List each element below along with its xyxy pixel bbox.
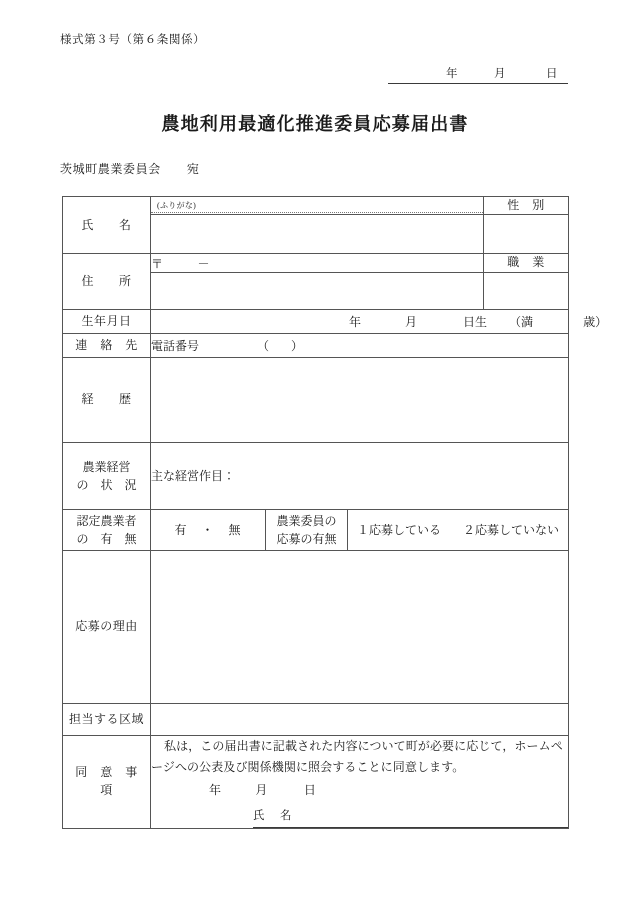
birthdate-label-cell — [63, 309, 151, 333]
name-value-cell[interactable] — [151, 215, 484, 254]
reason-label-cell — [63, 550, 151, 703]
postal-mark-icon: 〒 — [151, 256, 164, 271]
name-label: 氏 名 — [81, 217, 132, 232]
address-label: 住 所 — [81, 273, 132, 288]
phone-value-cell[interactable] — [151, 333, 569, 357]
submission-date-day-label: 日 — [546, 68, 558, 80]
table-row-name — [63, 197, 569, 215]
birthdate-value-cell[interactable] — [151, 309, 608, 333]
submission-date-year-label: 年 — [446, 68, 458, 80]
district-value-cell[interactable] — [151, 703, 569, 735]
name-label-cell — [63, 197, 151, 254]
consent-label: 同 意 事 項 — [75, 765, 151, 797]
page-title: 農地利用最適化推進委員応募届出書 — [161, 114, 469, 134]
career-label: 経 歴 — [81, 392, 132, 407]
postal-dash: － — [197, 256, 211, 271]
committee-application-label-line2: 応募の有無 — [276, 531, 337, 546]
certified-farmer-label-line2: の 有 無 — [76, 531, 137, 546]
consent-signature-label: 氏 名 — [253, 809, 294, 822]
consent-content-cell — [151, 735, 569, 828]
submission-date-line[interactable] — [388, 63, 568, 84]
birth-month-label: 月 — [405, 314, 418, 329]
consent-label-cell — [63, 735, 151, 828]
table-row-reason — [63, 550, 569, 703]
consent-signature-line[interactable] — [253, 806, 568, 828]
consent-text: 私は，この届出書に記載された内容について町が必要に応じて，ホームページへの公表及び関係機関に照会することに同意します。 — [151, 738, 563, 774]
farm-status-value-cell[interactable] — [151, 442, 569, 509]
occupation-value-cell[interactable] — [484, 272, 569, 309]
addressee-name: 茨城町農業委員会 — [60, 162, 161, 176]
phone-paren-open: （ — [257, 338, 292, 353]
birthdate-label: 生年月日 — [81, 313, 132, 328]
committee-application-label-cell — [266, 509, 348, 550]
farm-status-label-line2: の 状 況 — [76, 477, 137, 492]
committee-application-choice-cell[interactable] — [348, 509, 569, 550]
phone-paren-close: ） — [291, 338, 304, 353]
form-number: 様式第３号（第６条関係） — [60, 34, 206, 46]
table-row-district — [63, 703, 569, 735]
career-value-cell[interactable] — [151, 357, 569, 442]
addressee-suffix: 宛 — [186, 162, 200, 176]
option-separator: ・ — [201, 523, 215, 538]
certified-farmer-label-line1: 認定農業者 — [76, 513, 137, 528]
table-row-contact — [63, 333, 569, 357]
committee-option-1[interactable]: １応募している — [356, 523, 441, 538]
occupation-header-cell — [484, 254, 569, 272]
table-row-address — [63, 254, 569, 272]
table-row-consent — [63, 735, 569, 828]
reason-value-cell[interactable] — [151, 550, 569, 703]
name-furigana-cell[interactable] — [151, 197, 484, 215]
address-label-cell — [63, 254, 151, 309]
birth-year-label: 年 — [349, 314, 362, 329]
gender-header-cell — [484, 197, 569, 215]
certified-farmer-label-cell — [63, 509, 151, 550]
occupation-header-label: 職 業 — [507, 255, 545, 270]
application-form-table — [62, 196, 608, 829]
addressee — [60, 160, 199, 177]
district-label-cell — [63, 703, 151, 735]
main-crops-label: 主な経営作目： — [151, 469, 236, 484]
age-open-label: （満 — [509, 314, 534, 329]
contact-label: 連 絡 先 — [75, 337, 138, 352]
consent-date-year-label: 年 — [209, 782, 222, 797]
consent-date-month-label: 月 — [255, 782, 268, 797]
committee-option-2[interactable]: ２応募していない — [463, 523, 560, 538]
farm-status-label-line1: 農業経営 — [82, 459, 131, 474]
table-row-birthdate — [63, 309, 569, 333]
option-no[interactable]: 無 — [228, 523, 242, 538]
consent-date-day-label: 日 — [303, 782, 317, 797]
district-label: 担当する区域 — [68, 711, 144, 726]
postal-code-cell[interactable] — [151, 254, 484, 272]
table-row-farm-status — [63, 442, 569, 509]
phone-label: 電話番号 — [151, 338, 200, 353]
reason-label: 応募の理由 — [75, 619, 138, 634]
option-yes[interactable]: 有 — [174, 523, 188, 538]
contact-label-cell — [63, 333, 151, 357]
submission-date-month-label: 月 — [494, 68, 506, 80]
farm-status-label-cell — [63, 442, 151, 509]
table-row-career — [63, 357, 569, 442]
gender-value-cell[interactable] — [484, 215, 569, 254]
certified-farmer-choice-cell[interactable] — [151, 509, 266, 550]
address-value-cell[interactable] — [151, 272, 484, 309]
birth-day-label: 日生 — [463, 314, 488, 329]
age-close-label: 歳） — [583, 314, 608, 329]
gender-header-label: 性 別 — [507, 198, 545, 212]
career-label-cell — [63, 357, 151, 442]
table-row-certified-farmer — [63, 509, 569, 550]
consent-date-line[interactable] — [151, 780, 568, 801]
furigana-label: (ふりがな) — [151, 198, 483, 213]
committee-application-label-line1: 農業委員の — [276, 513, 337, 528]
